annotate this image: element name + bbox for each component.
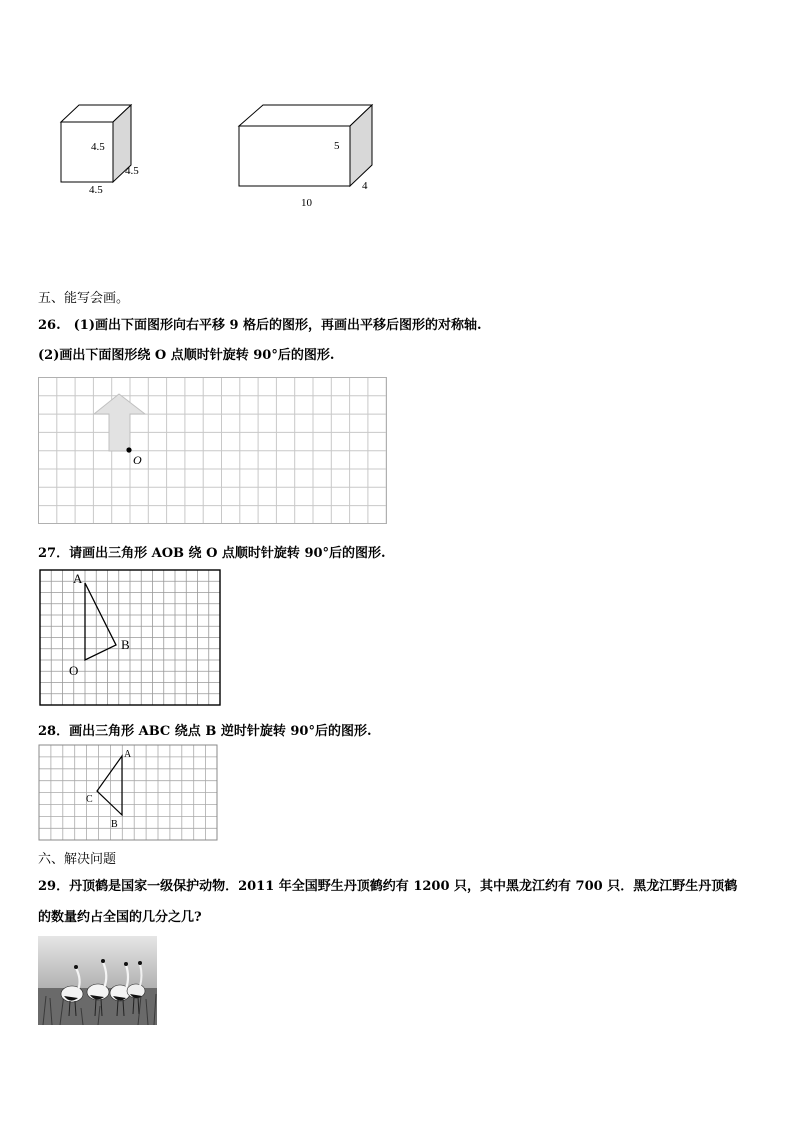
- cube-figure: [55, 100, 155, 195]
- q26-line2: (2)画出下面图形绕 O 点顺时针旋转 90°后的图形.: [38, 348, 335, 363]
- arrow-shape: [94, 394, 145, 451]
- cube-front-label: 4.5: [91, 141, 105, 153]
- q26-line1: 26. (1)画出下面图形向右平移 9 格后的图形，再画出平移后图形的对称轴.: [38, 318, 482, 333]
- section-6-title: 六、解决问题: [38, 852, 117, 867]
- cuboid-front-face: [239, 126, 350, 186]
- q26-grid-lines: [39, 378, 387, 524]
- cuboid-bottom-label: 10: [301, 197, 312, 209]
- q29-line1: 29．丹顶鹤是国家一级保护动物．2011 年全国野生丹顶鹤约有 1200 只，其中黑龙江约有 700 只．黑龙江野生丹顶鹤: [38, 879, 738, 894]
- point-o-label: O: [133, 453, 142, 467]
- cuboid-figure: [235, 100, 385, 210]
- label-a-28: A: [124, 749, 132, 760]
- label-b-28: B: [111, 819, 118, 830]
- q28-grid: [38, 744, 218, 842]
- cuboid-side-label: 4: [362, 180, 368, 192]
- label-o: O: [69, 663, 79, 678]
- cuboid-front-label: 5: [334, 140, 340, 152]
- q26-grid: [37, 376, 389, 526]
- cube-front-face: [61, 122, 113, 182]
- triangle-abc: [97, 756, 122, 815]
- q28-text: 28．画出三角形 ABC 绕点 B 逆时针旋转 90°后的图形.: [38, 724, 372, 739]
- point-o: [126, 447, 131, 452]
- label-c-28: C: [86, 794, 93, 805]
- q27-grid: [39, 569, 223, 707]
- crane-photo: [38, 936, 157, 1025]
- cuboid-top-face: [239, 105, 372, 126]
- q27-text: 27．请画出三角形 AOB 绕 O 点顺时针旋转 90°后的图形.: [38, 546, 386, 561]
- label-b: B: [121, 637, 130, 652]
- cube-side-label: 4.5: [125, 165, 139, 177]
- cube-bottom-label: 4.5: [89, 184, 103, 195]
- q27-grid-lines: [40, 570, 220, 705]
- section-5-title: 五、能写会画。: [38, 291, 130, 306]
- q29-line2: 的数量约占全国的几分之几?: [38, 910, 202, 925]
- label-a: A: [73, 571, 83, 586]
